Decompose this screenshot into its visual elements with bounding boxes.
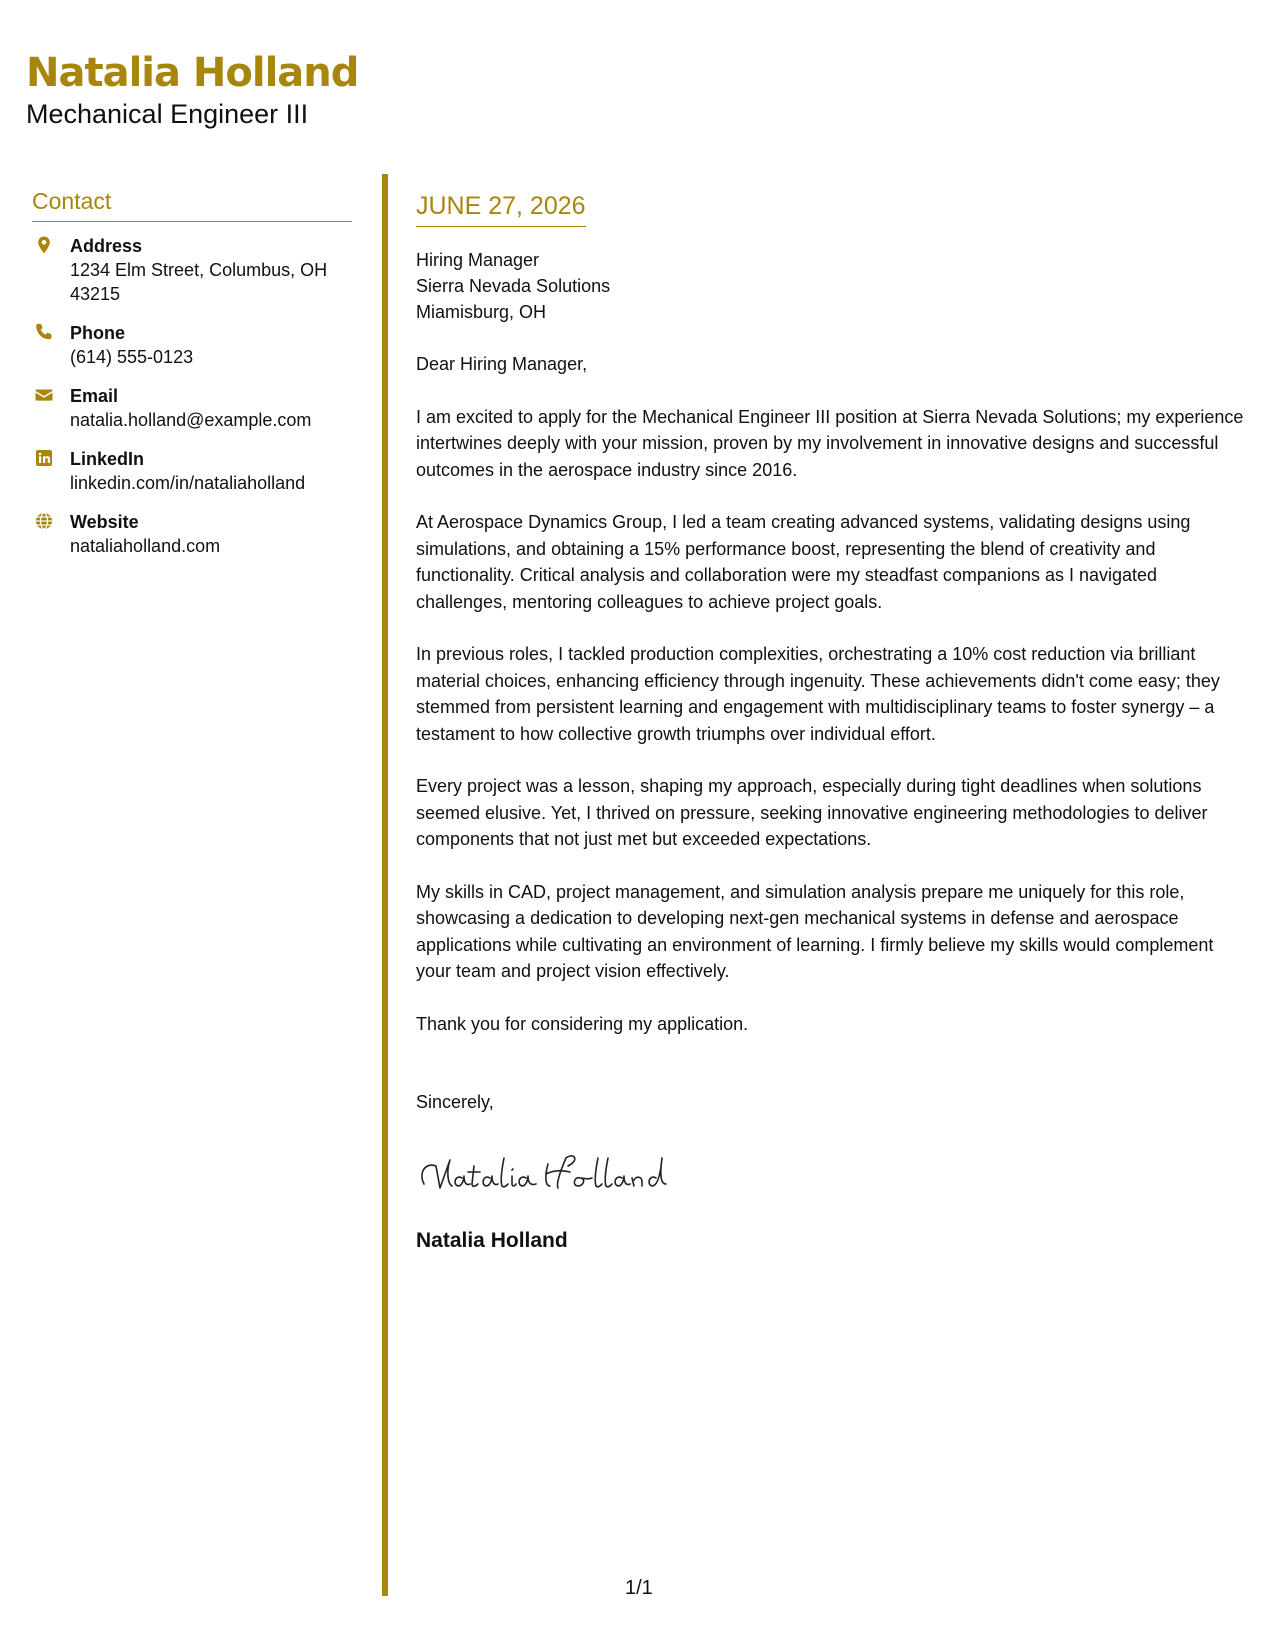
linkedin-icon [34,448,54,468]
contact-sidebar [32,188,352,573]
phone-label: Phone [70,323,126,343]
recipient-line: Hiring Manager [416,250,540,270]
letter-body [416,190,1246,1254]
salutation: Dear Hiring Manager, [416,354,588,374]
website-label: Website [70,512,139,532]
address-label: Address [70,236,143,256]
phone-value: (614) 555-0123 [70,347,194,367]
handwritten-signature [416,1144,1246,1204]
contact-website [32,510,352,558]
phone-icon [34,322,54,342]
recipient-line: Sierra Nevada Solutions [416,276,611,296]
contact-heading: Contact [32,188,352,222]
body-paragraph: In previous roles, I tackled production complexities, orchestrating a 10% cost reduction via brilliant material choices, enhancing efficiency through ingenuity. These achievements didn't come easy; they stemmed from persistent learning and engagement with multidisciplinary teams to foster synergy – a testament to how collective growth triumphs over individual effort. [416,644,1220,744]
address-value: 1234 Elm Street, Columbus, OH 43215 [70,260,328,304]
body-paragraph: My skills in CAD, project management, and simulation analysis prepare me uniquely for this role, showcasing a dedication to developing next-gen mechanical systems in defense and aerospace applications while cultivating an environment of learning. I firmly believe my skills would complement your team and project vision effectively. [416,881,1214,981]
email-label: Email [70,386,119,406]
applicant-name: Natalia Holland [26,50,359,96]
body-paragraph: At Aerospace Dynamics Group, I led a team creating advanced systems, validating designs using simulations, and obtaining a 15% performance boost, representing the blend of creativity and functionality. Critical analysis and collaboration were my steadfast companions as I navigated challenges, mentoring colleagues to achieve project goals. [416,512,1191,612]
contact-address [32,234,352,306]
contact-linkedin [32,447,352,495]
linkedin-value: linkedin.com/in/nataliaholland [70,473,306,493]
recipient-block [416,247,1246,325]
signed-name: Natalia Holland [416,1228,568,1252]
email-value: natalia.holland@example.com [70,410,312,430]
letter-date: JUNE 27, 2026 [416,190,586,227]
envelope-icon [34,385,54,405]
page-number: 1/1 [625,1577,653,1599]
globe-icon [34,511,54,531]
map-pin-icon [34,235,54,255]
body-paragraph: Thank you for considering my application. [416,1013,749,1034]
linkedin-label: LinkedIn [70,449,145,469]
website-value: nataliaholland.com [70,536,221,556]
vertical-divider [382,174,388,1596]
contact-email [32,384,352,432]
body-paragraph: Every project was a lesson, shaping my approach, especially during tight deadlines when solutions seemed elusive. Yet, I thrived on pressure, seeking innovative engineering methodologies to deliver components that not just met but exceeded expectations. [416,776,1208,849]
resume-header [26,50,358,130]
contact-phone [32,321,352,369]
recipient-line: Miamisburg, OH [416,302,547,322]
body-paragraph: I am excited to apply for the Mechanical Engineer III position at Sierra Nevada Solutions; my experience intertwines deeply with your mission, proven by my involvement in innovative designs and successful outcomes in the aerospace industry since 2016. [416,406,1244,480]
job-title: Mechanical Engineer III [26,99,309,129]
closing: Sincerely, [416,1092,494,1112]
